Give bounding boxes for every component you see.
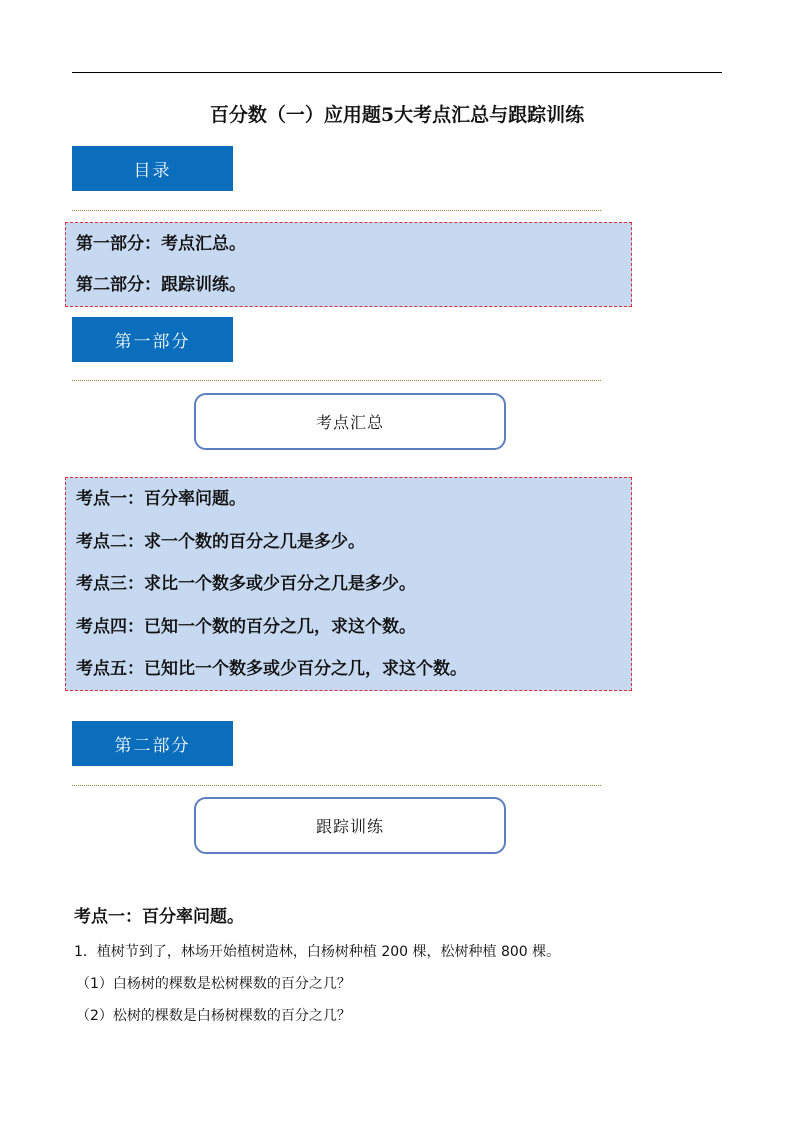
document-title: 百分数（一）应用题5大考点汇总与跟踪训练 <box>209 104 585 126</box>
point-4: 考点四：已知一个数的百分之几，求这个数。 <box>76 616 416 637</box>
question-1-part-2: （2）松树的棵数是白杨树棵数的百分之几？ <box>76 1008 351 1024</box>
points-box <box>65 477 632 691</box>
question-1: 1．植树节到了，林场开始植树造林，白杨树种植 200 棵，松树种植 800 棵。 <box>74 944 561 960</box>
toc-box <box>65 222 632 307</box>
part-one-tab: 第一部分 <box>72 317 233 362</box>
toc-divider <box>72 210 601 211</box>
point-5: 考点五：已知比一个数多或少百分之几，求这个数。 <box>76 659 467 679</box>
part-two-divider <box>72 785 601 786</box>
point-2: 考点二：求一个数的百分之几是多少。 <box>76 531 365 552</box>
toc-item-2: 第二部分：跟踪训练。 <box>76 275 246 295</box>
part-two-tab: 第二部分 <box>72 721 233 766</box>
practice-box: 跟踪训练 <box>194 797 506 854</box>
part-one-divider <box>72 380 601 381</box>
section-heading: 考点一：百分率问题。 <box>74 907 244 927</box>
question-1-part-1: （1）白杨树的棵数是松树棵数的百分之几？ <box>76 976 351 992</box>
header-rule <box>72 72 722 73</box>
toc-tab: 目录 <box>72 146 233 191</box>
point-3: 考点三：求比一个数多或少百分之几是多少。 <box>76 574 416 594</box>
point-1: 考点一：百分率问题。 <box>76 489 246 509</box>
toc-item-1: 第一部分：考点汇总。 <box>76 234 246 254</box>
summary-box: 考点汇总 <box>194 393 506 450</box>
